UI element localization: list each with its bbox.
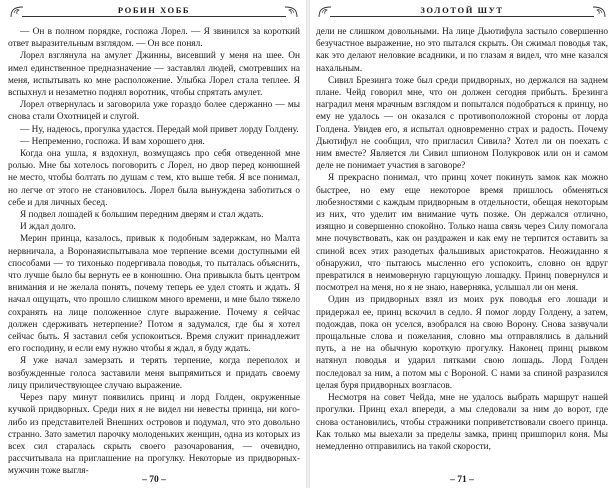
corner-ornament-icon bbox=[592, 4, 606, 18]
paragraph: И ждал долго. bbox=[20, 222, 76, 233]
corner-ornament-icon bbox=[284, 4, 298, 18]
right-running-title: ЗОЛОТОЙ ШУТ bbox=[420, 5, 504, 15]
paragraph: Я прекрасно понимал, что принц хочет покинуть замок как можно быстрее, но ему еще некоторое время пришлось обменяться любезностями с каждым придворным в отдельности, обещая некоторым из них, что уделит им внимание чуть позже. Он держался отлично, изящно и совершенно спокойно. Только наша связь через Силу помогала мне почувствовать, как он раздражен и как ему не терпится оставить за спиной всех этих разодетых фальшивых аристократов. Неожиданно я обнаружил, что пытаюсь мысленно его успокоить, словно он вдруг превратился в неимоверную гарцующую лошадку. Принц повернулся и посмотрел на меня, но я не знаю, наверняка, услышал ли он меня. bbox=[316, 173, 608, 294]
header-rule bbox=[22, 16, 286, 17]
paragraph: Несмотря на совет Чейда, мне не удалось выбрать маршрут нашей прогулки. Принц ехал впереди, а мы следовали за ним до ворот, где снова остановились, чтобы стражники поприветствовали своего принца. Как только мы выехали за пределы замка, принц пришпорил коня. Мы немедленно отправились на такой скорости, bbox=[316, 393, 608, 452]
left-page-header bbox=[8, 0, 300, 26]
paragraph: — Непременно, госпожа. И вам хорошего дня. bbox=[20, 136, 205, 147]
right-page-text bbox=[316, 26, 608, 453]
paragraph: Я подвел лошадей к большим передним дверям и стал ждать. bbox=[20, 210, 264, 221]
right-page-header bbox=[316, 0, 608, 26]
paragraph: Когда она ушла, я вздохнул, возмущаясь про себя отведенной мне ролью. Мне бы хотелось поговорить с Лорел, но двор перед конюшней не место, чтобы болтать по душам с тем, кто выше тебя. Я все понимал, но легче от этого не становилось. Лорел была вынуждена заботиться о себе и для личных бесед. bbox=[8, 149, 300, 208]
left-running-title: РОБИН ХОББ bbox=[117, 5, 191, 15]
paragraph: — Ну, надеюсь, прогулка удастся. Передай мой привет лорду Голдену. bbox=[20, 124, 299, 135]
paragraph: Лорел взглянула на амулет Джинны, висевший у меня на шее. Он имел единственное предназначение — заставлял людей, смотревших на меня, испытывать ко мне расположение. Улыбка Лорел стала теплее. Я вспыхнул и незаметно поднял воротник, чтобы спрятать амулет. bbox=[8, 51, 300, 99]
right-page bbox=[308, 0, 616, 488]
paragraph: дели не слишком довольными. На лице Дьютифула застыло совершенно безучастное выражение, но это пытался скрыть. Он сжимал поводья так, как это делают неловкие всадники, и по глазам я видел, что мне казался нахальным. bbox=[316, 27, 608, 74]
paragraph: Сивил Брезинга тоже был среди придворных, но держался на заднем плане. Чейд говорил мне, что он должен сегодня прибыть. Брезинга наградил меня мрачным взглядом и попытался подобраться к принцу, но ему не удалось — он оказался с противоположной стороны от лорда Голдена. Увидев его, я испытал одновременно страх и радость. Почему Дьютифул не сообщил, что пригласил Сивила? Хотел ли он поехать с ним вместе? Является ли Сивил шпионом Полукровок или он и самом деле не понимает участия в заговоре? bbox=[316, 75, 608, 172]
paragraph: Мерин принца, казалось, привык к подобным задержкам, но Малта нервничала, а Воронаяиспытывала мое терпение всеми доступными ей способами — то тихонько подергивала поводья, то пыталась объяснить, что лучше было бы вернуть ее в конюшню. Она привыкла быть центром внимания и не желала понять, почему теперь ее удел стоять и ждать. Я начал ощущать, что прошло слишком много времени, и мне было тяжело сохранять на лице положенное слуге выражение. Почему я сейчас должен сдерживать нетерпение? Потом я задумался, где бы я хотел сейчас быть. Я заставил себя успокоиться. Время служит принадлежит его господину, и если ему нужно чтобы я ждал, я буду ждать. bbox=[8, 234, 300, 355]
left-page-text bbox=[8, 26, 300, 478]
right-page-number: – 71 – bbox=[450, 475, 474, 485]
left-page-number: – 70 – bbox=[142, 475, 166, 485]
paragraph: Я уже начал замерзать и терять терпение, когда переполох и возбужденные голоса заставили меня выпрямиться и придать своему лицу приличествующее случаю выражение. bbox=[8, 356, 300, 391]
paragraph: — Он в полном порядке, госпожа Лорел. — Я звинился за короткий ответ выразительным взглядом. — Он все понял. bbox=[8, 27, 300, 50]
paragraph: Лорел отвернулась и заговорила уже гораздо более сдержанно — мы снова стали Охотницей и слугой. bbox=[8, 100, 300, 123]
paragraph: Через пару минут появились принц и лорд Голден, окруженные кучкой придворных. Среди них я не видел ни невесты принца, ни кого-либо из представителей Внешних островов и подумал, что это довольно странно. Зато заметил парочку молоденьких женщин, одна из которых из всех сил старалась скрыть своего разочарования, — очевидно, рассчитывала на приглашение на прогулку. Некоторые из придворных-мужчин тоже выгля- bbox=[8, 393, 300, 477]
header-rule bbox=[330, 16, 594, 17]
paragraph: Один из придворных взял из моих рук поводья его лошади и придержал ее, принц вскочил в седло. Я помог лорду Голдену, а затем, подождав, пока он уселся, взобрался на свою Ворону. Снова зазвучали прощальные слова и пожелания, словно мы отправлялись в дальний путь, а не на обычную короткую прогулку. Наконец принц рывком натянул поводья и ударил пятками свою лошадь. Лорд Голден последовал за ним, а потом мы с Вороной. С нами за спиной разразился целая буря придворных возгласов. bbox=[316, 295, 608, 391]
